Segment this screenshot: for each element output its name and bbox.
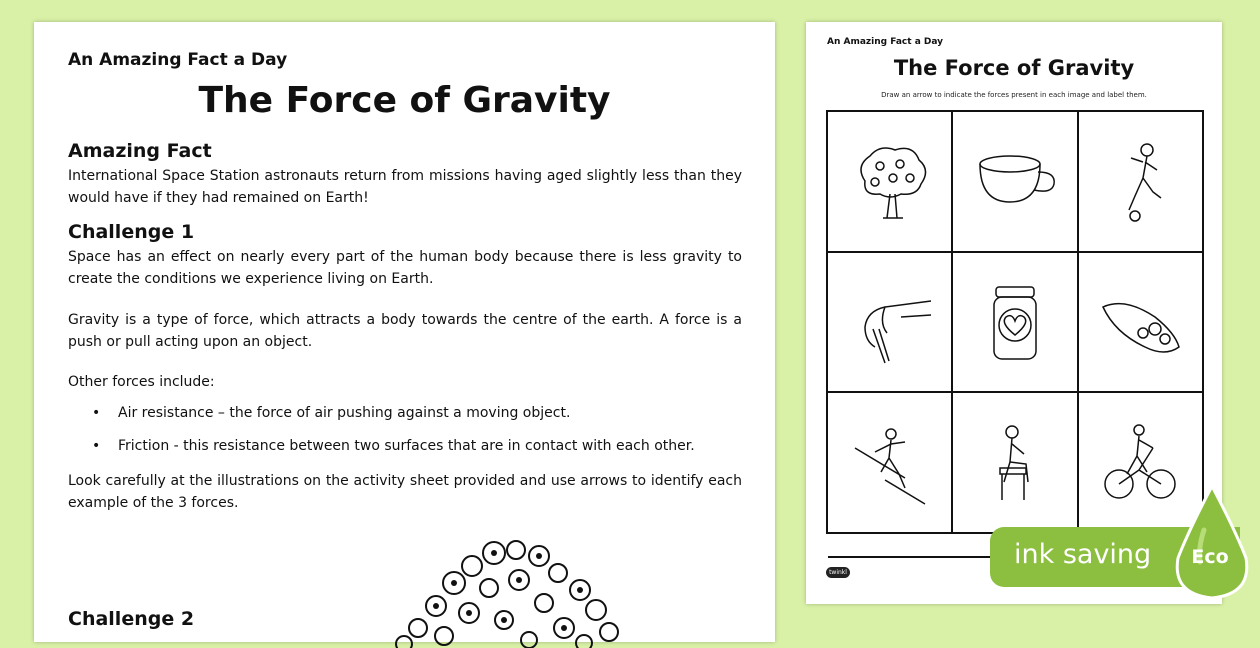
grid-cell: [952, 111, 1077, 252]
fact-text: International Space Station astronauts return from missions having aged slightly less than they would have if they had remained on Earth!: [68, 168, 742, 206]
footballer-icon: [1095, 136, 1185, 226]
bullet-text: Friction - this resistance between two surfaces that are in contact with each other.: [118, 438, 695, 454]
challenge1-heading: Challenge 1: [68, 221, 195, 243]
series-title: An Amazing Fact a Day: [68, 50, 288, 70]
illustration-grid: [826, 110, 1204, 534]
sitting-person-icon: [970, 418, 1060, 508]
hand-pencil-icon: [845, 277, 935, 367]
grid-cell: [952, 252, 1077, 393]
series-title: An Amazing Fact a Day: [827, 37, 944, 47]
challenge2-heading: Challenge 2: [68, 608, 195, 630]
instruction-text: Draw an arrow to indicate the forces present in each image and label them.: [881, 91, 1147, 99]
activity-title: The Force of Gravity: [893, 56, 1135, 80]
cup-icon: [970, 136, 1060, 226]
look-text: Look carefully at the illustrations on the activity sheet provided and use arrows to identify each example of the 3 forces.: [68, 473, 742, 511]
grid-cell: [827, 111, 952, 252]
worksheet-page: [34, 22, 775, 642]
grid-cell: [1078, 111, 1203, 252]
gravity-text: Gravity is a type of force, which attracts a body towards the centre of the earth. A force is a push or pull acting upon an object.: [68, 312, 742, 350]
challenge1-text: Space has an effect on nearly every part of the human body because there is less gravity to create the conditions we experience living on Earth.: [68, 249, 742, 287]
jar-icon: [970, 277, 1060, 367]
skier-icon: [845, 418, 935, 508]
grid-cell: [827, 392, 952, 533]
eco-label: Eco: [1191, 546, 1229, 568]
tree-illustration: [344, 528, 634, 648]
fact-heading: Amazing Fact: [68, 140, 212, 162]
grid-cell: [827, 252, 952, 393]
grid-cell: [952, 392, 1077, 533]
bullet-item: • Air resistance – the force of air pushing against a moving object.: [92, 405, 571, 421]
bag-icon: [1095, 277, 1185, 367]
footer-divider: [828, 556, 1008, 558]
page-title: The Force of Gravity: [198, 80, 611, 121]
other-forces-intro: Other forces include:: [68, 374, 215, 390]
brand-logo: twinkl: [826, 567, 850, 578]
ink-saving-label: ink saving: [1014, 539, 1152, 570]
activity-sheet: [806, 22, 1222, 604]
eco-drop-icon: [1168, 482, 1256, 602]
tree-icon: [845, 136, 935, 226]
bullet-text: Air resistance – the force of air pushing against a moving object.: [118, 405, 571, 421]
grid-cell: [1078, 252, 1203, 393]
bullet-item: • Friction - this resistance between two surfaces that are in contact with each other.: [92, 438, 695, 454]
